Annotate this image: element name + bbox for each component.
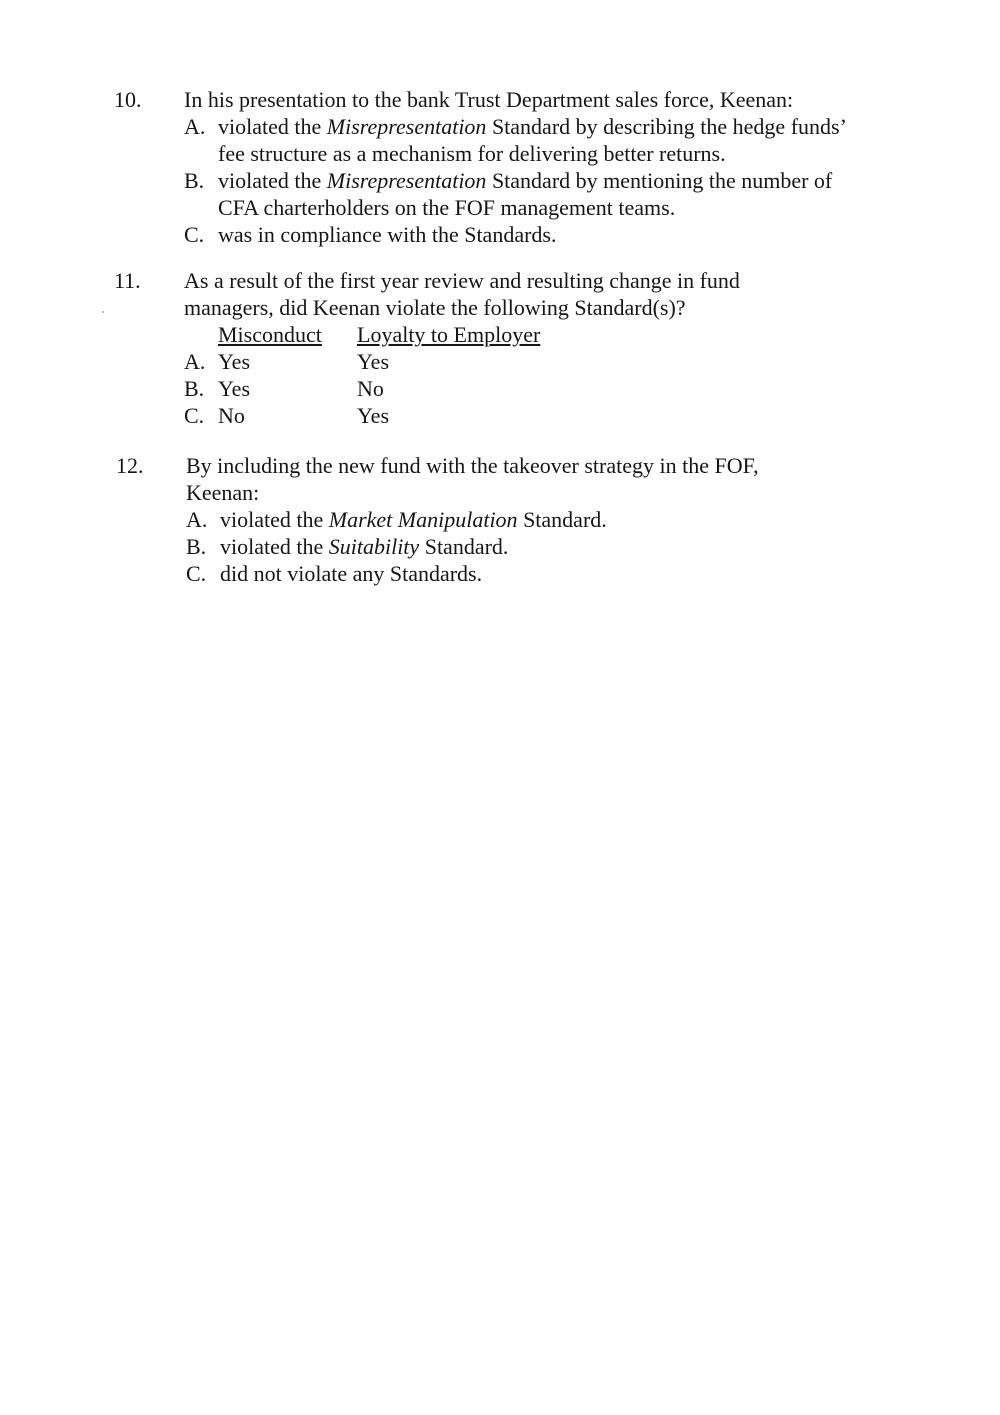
- answer-option-a: [184, 113, 848, 167]
- table-header-row: [184, 321, 874, 348]
- question-body: [186, 452, 876, 587]
- table-cell: No: [218, 403, 245, 428]
- table-cell: Yes: [357, 349, 390, 374]
- option-letter: B.: [186, 534, 207, 559]
- question-body: [184, 267, 874, 429]
- question-stem: By including the new fund with the takeover strategy in the FOF, Keenan:: [186, 453, 759, 505]
- answer-option-b: [186, 533, 876, 560]
- question-body: [184, 86, 874, 248]
- question-number: 10.: [114, 87, 142, 112]
- answer-option-b: [184, 167, 868, 221]
- option-text: violated the Misrepresentation Standard by mentioning the number of CFA charterholders on the FOF management teams.: [218, 168, 833, 220]
- answer-option-a: [186, 506, 876, 533]
- table-row: [184, 348, 874, 375]
- option-text: violated the Market Manipulation Standard.: [220, 507, 607, 532]
- answer-option-c: [186, 560, 876, 587]
- column-header-loyalty: Loyalty to Employer: [357, 322, 541, 347]
- table-row: [184, 402, 874, 429]
- answer-options: [184, 113, 874, 248]
- answer-table: [184, 321, 874, 429]
- table-cell: Yes: [218, 349, 251, 374]
- answer-options: [186, 506, 876, 587]
- scan-speck: [102, 311, 104, 313]
- question-number: 12.: [116, 453, 144, 478]
- table-cell: No: [357, 376, 384, 401]
- option-letter: C.: [184, 403, 205, 428]
- table-cell: Yes: [218, 376, 251, 401]
- option-text: did not violate any Standards.: [220, 561, 483, 586]
- option-letter: B.: [184, 168, 205, 193]
- option-text: violated the Suitability Standard.: [220, 534, 509, 559]
- option-letter: A.: [186, 507, 208, 532]
- question-stem: In his presentation to the bank Trust Department sales force, Keenan:: [184, 87, 794, 112]
- question-stem: As a result of the first year review and resulting change in fund managers, did Keenan violate the following Standard(s)?: [184, 268, 740, 320]
- option-letter: A.: [184, 349, 206, 374]
- option-text: violated the Misrepresentation Standard by describing the hedge funds’ fee structure as a mechanism for delivering better returns.: [218, 114, 846, 166]
- option-text: was in compliance with the Standards.: [218, 222, 557, 247]
- column-header-misconduct: Misconduct: [218, 322, 322, 347]
- table-row: [184, 375, 874, 402]
- question-number: 11.: [114, 268, 141, 293]
- option-letter: C.: [184, 222, 205, 247]
- answer-option-c: [184, 221, 874, 248]
- option-letter: A.: [184, 114, 206, 139]
- table-cell: Yes: [357, 403, 390, 428]
- option-letter: B.: [184, 376, 205, 401]
- option-letter: C.: [186, 561, 207, 586]
